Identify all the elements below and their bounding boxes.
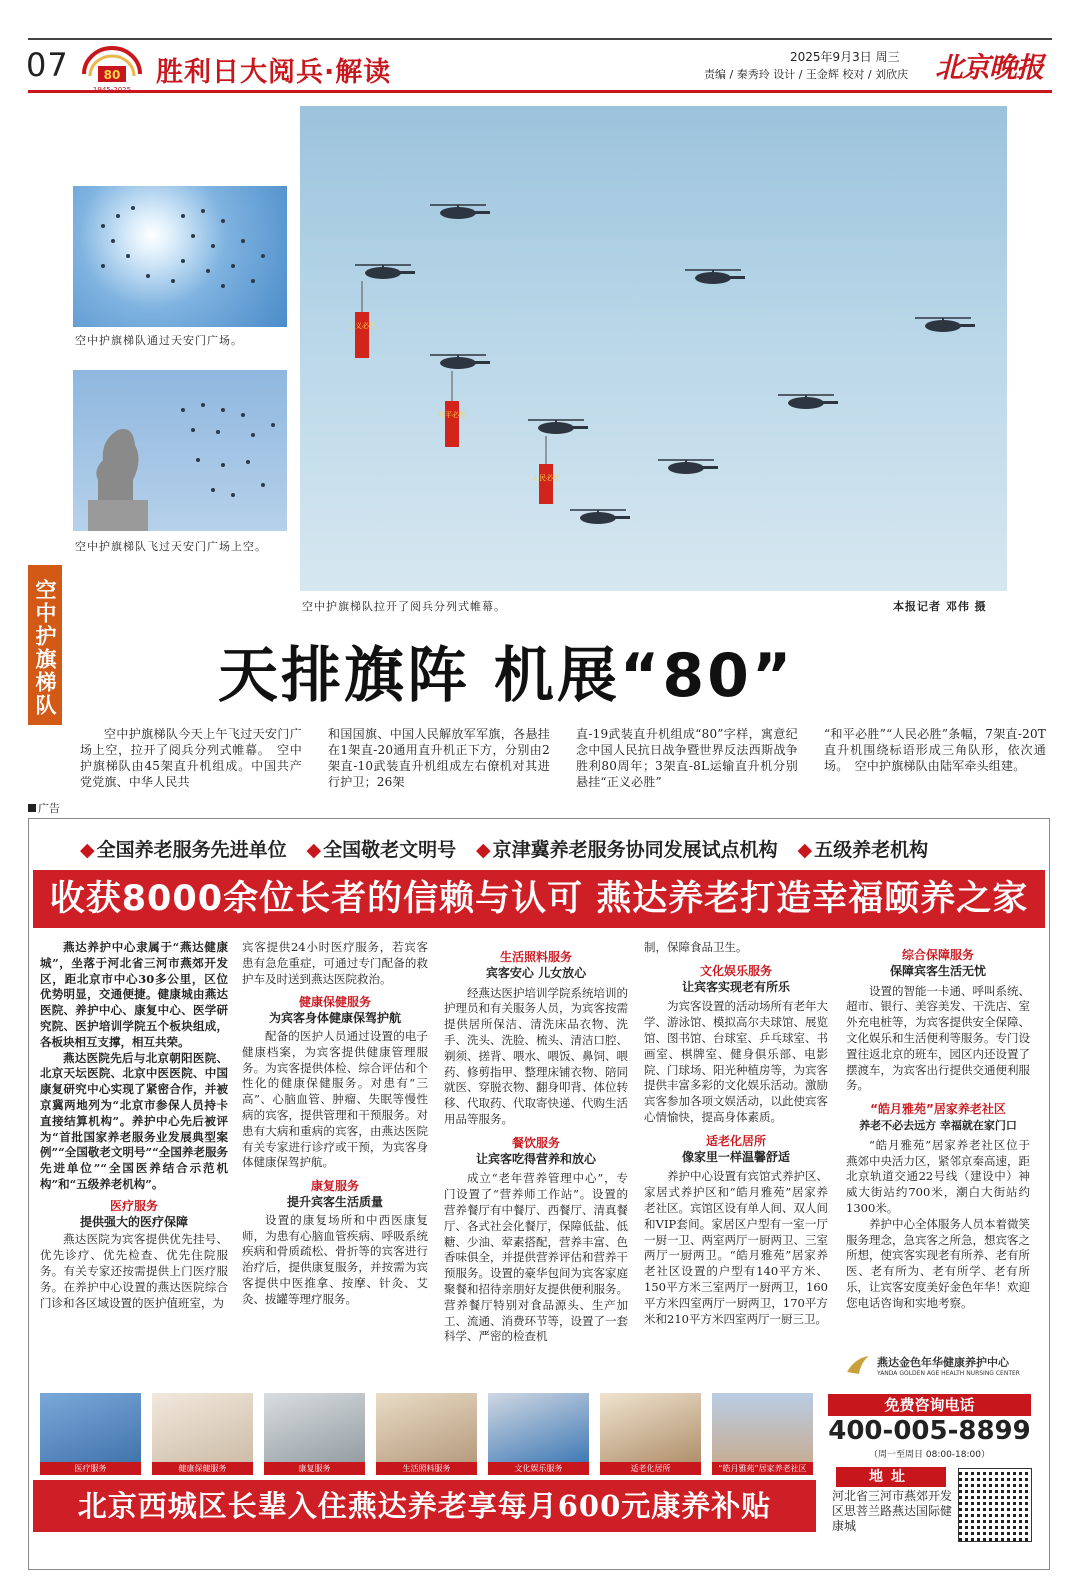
thumb-caption: 医疗服务: [40, 1462, 141, 1475]
ad-subhead: 文化娱乐服务: [699, 963, 772, 978]
ad-tag: 五级养老机构: [814, 839, 929, 861]
issue-date: 2025年9月3日 周三: [790, 50, 900, 64]
ad-column-4: [644, 940, 828, 1327]
ad-subhead-tagline: 保障宾客生活无忧: [889, 963, 986, 978]
section-title: 胜利日大阅兵·解读: [156, 57, 392, 88]
yanda-logo-en: YANDA GOLDEN AGE HEALTH NURSING CENTER: [877, 1369, 1020, 1377]
photo-formation-huabiao: [73, 370, 287, 531]
top-rule: [28, 38, 1052, 40]
ad-subhead: 康复服务: [310, 1179, 359, 1194]
thumb-care: [376, 1393, 477, 1475]
qr-code[interactable]: [958, 1468, 1032, 1542]
thumb-caption: 生活照料服务: [376, 1462, 477, 1475]
svg-text:人民必胜: 人民必胜: [532, 474, 560, 482]
ad-paragraph: 燕达医院为宾客提供优先挂号、优先诊疗、优先检查、优先住院服务。有关专家还按需提供上门医疗服务。在养护中心设置的燕达医院综合门诊和各区域设置的医护值班室，为: [40, 1232, 228, 1310]
ad-paragraph: 养护中心设置有宾馆式养护区、家居式养护区和“皓月雅苑”居家养老社区。宾馆区设有单人间、双人间和VIP套间。家居区户型有一室一厅一厨一卫、两室两厅一厨两卫、三室两厅一厨两卫。“皓月雅苑”居家养老社区设置的户型有140平方米、150平方米三室两厅一厨两卫，160平方米四室两厅一厨两卫，170平方米和210平方米四室两厅一厨三卫。: [644, 1169, 828, 1326]
thumb-rehab: [264, 1393, 365, 1475]
ad-subhead: 餐饮服务: [511, 1135, 560, 1150]
ad-column-5: [846, 948, 1030, 1312]
photo-main-helicopters: [300, 106, 1007, 591]
phone-number[interactable]: 400-005-8899: [828, 1416, 1031, 1446]
page-number: 07: [26, 46, 69, 84]
ad-paragraph: 经燕达医护培训学院系统培训的护理员和有关服务人员，为宾客按需提供居所保洁、清洗床品衣物、洗手、洗头、洗脸、梳头、清洁口腔、剃须、搓背、喂水、喂饭、鼻饲、喂药、修剪指甲、整理床铺衣物、陪同就医、穿脱衣物、翻身叩背、体位转移、代取药、代取寄快递、代购生活用品等服务。: [444, 985, 628, 1126]
thumb-caption: “皓月雅苑”居家养老社区: [712, 1462, 813, 1475]
article-column-2: 和国国旗、中国人民解放军军旗，各悬挂在1架直-20通用直升机正下方，分别由2架直-10武装直升机组成左右僚机对其进行护卫；26架: [328, 727, 550, 789]
ad-subhead: 适老化居所: [705, 1133, 766, 1148]
thumb-medical: [40, 1393, 141, 1475]
caption-photo-2: 空中护旗梯队飞过天安门广场上空。: [75, 540, 267, 553]
ad-paragraph: 配备的医护人员通过设置的电子健康档案，为宾客提供健康管理服务。为宾客提供体检、综合评估和个性化的健康保健服务。对患有“三高”、心脑血管、肿瘤、失眠等慢性病的宾客，提供管理和干预服务。对患有大病和重病的宾客，由燕达医院有关专家进行诊疗或干预，为宾客身体健康保驾护航。: [242, 1028, 428, 1170]
article-column-4: “和平必胜”“人民必胜”条幅，7架直-20T直升机围绕标语形成三角队形，依次通场。 空中护旗梯队由陆军牵头组建。: [824, 727, 1046, 773]
header-red-rule: [28, 90, 1052, 93]
article-column-1: 空中护旗梯队今天上午飞过天安门广场上空，拉开了阅兵分列式帷幕。 空中护旗梯队由45架直升机组成。中国共产党党旗、中华人民共: [80, 727, 302, 789]
thumb-caption: 健康保健服务: [152, 1462, 253, 1475]
yanda-bird-icon: [845, 1352, 871, 1378]
ad-column-3: [444, 950, 628, 1345]
address-text: 河北省三河市燕郊开发区思菩兰路燕达国际健康城: [832, 1489, 953, 1533]
ad-subhead: “皓月雅苑”居家养老社区: [870, 1102, 1006, 1117]
ad-paragraph: 设置的康复场所和中西医康复师，为患有心脑血管疾病、呼吸系统疾病和骨质疏松、骨折等的宾客进行治疗后，提供康复服务，并按需为宾客提供中医推拿、按摩、针灸、艾灸、拔罐等理疗服务。: [242, 1212, 428, 1306]
ad-paragraph: 燕达养护中心隶属于“燕达健康城”，坐落于河北省三河市燕郊开发区，距北京市中心30多公里，区位优势明显，交通便捷。健康城由燕达医院、养护中心、康复中心、医学研究院、医护培训学院五个板块组成，各板块相互支撑，相互共荣。: [40, 940, 228, 1049]
ad-subhead: 健康保健服务: [298, 995, 371, 1010]
thumb-community: [712, 1393, 813, 1475]
ad-subhead-tagline: 让宾客实现老有所乐: [681, 979, 790, 994]
newspaper-masthead: 北京晚报: [935, 51, 1044, 84]
ad-paragraph: 设置的智能一卡通、呼叫系统、超市、银行、美容美发、干洗店、室外充电桩等，为宾客提供安全保障、文化娱乐和生活便利等服务。专门设置往返北京的班车，园区内还设置了摆渡车，为宾客出行提供交通便利服务。: [846, 983, 1030, 1093]
service-hours: （周一至周日 08:00-18:00）: [869, 1450, 990, 1460]
ad-paragraph: 宾客提供24小时医疗服务，若宾客患有急危重症，可通过专门配备的救护车及时送到燕达医院救治。: [242, 940, 428, 986]
ad-subhead-tagline: 养老不必去远方 幸福就在家门口: [859, 1118, 1017, 1132]
svg-text:80: 80: [103, 68, 121, 82]
ad-subhead-tagline: 提供强大的医疗保障: [79, 1214, 188, 1229]
ad-subhead-tagline: 像家里一样温馨舒适: [681, 1149, 790, 1164]
anniversary-logo: [80, 44, 144, 96]
ad-paragraph: 养护中心全体服务人员本着微笑服务理念，急宾客之所急，想宾客之所想，使宾客实现老有所养、老有所医、老有所为、老有所学、老有所乐，让宾客安度美好金色年华！欢迎您电话咨询和实地考察。: [846, 1216, 1030, 1310]
phone-label: 免费咨询电话: [828, 1394, 1031, 1416]
ad-column-2: [242, 940, 428, 1308]
ad-headline: 收获8000余位长者的信赖与认可 燕达养老打造幸福颐养之家: [33, 870, 1045, 928]
ad-tags: ◆ 全国养老服务先进单位 ◆ 全国敬老文明号 ◆ 京津冀养老服务协同发展试点机构 ◆ 五级养老机构: [80, 839, 929, 861]
photo-credit: 本报记者 邓伟 摄: [893, 600, 987, 613]
ad-paragraph: 制，保障食品卫生。: [644, 940, 748, 954]
article-column-3: 直-19武装直升机组成“80”字样，寓意纪念中国人民抗日战争暨世界反法西斯战争胜利80周年；3架直-8L运输直升机分别悬挂“正义必胜”: [576, 727, 798, 789]
ad-subhead-tagline: 让宾客吃得营养和放心: [475, 1151, 596, 1166]
thumb-residence: [600, 1393, 701, 1475]
caption-photo-1: 空中护旗梯队通过天安门广场。: [75, 334, 243, 347]
ad-paragraph: 燕达医院先后与北京朝阳医院、北京天坛医院、北京中医医院、中国康复研究中心实现了紧密合作，并被京冀两地列为“北京市参保人员持卡直接结算机构”。养护中心先后被评为“首批国家养老服务业发展典型案例”“全国敬老文明号”“全国养老服务先进单位”“全国医养结合示范机构”和“五级养老机构”。: [40, 1050, 228, 1191]
ad-subhead-tagline: 为宾客身体健康保驾护航: [268, 1011, 401, 1026]
ad-paragraph: 成立“老年营养管理中心”，专门设置了“营养师工作站”。设置的营养餐厅有中餐厅、西餐厅、清真餐厅、各式社会化餐厅，保障低盐、低糖、少油、荤素搭配，营养丰富、色香味俱全，并提供营养评估和营养干预服务。设置的豪华包间为宾客家庭聚餐和招待亲朋好友提供便利服务。营养餐厅特别对食品源头、生产加工、流通、消费环节等，设置了一套科学、严密的检查机: [444, 1171, 628, 1344]
ad-subhead: 生活照料服务: [499, 950, 572, 964]
yanda-logo-cn: 燕达金色年华健康养护中心: [877, 1355, 1009, 1369]
thumb-caption: 康复服务: [264, 1462, 365, 1475]
ad-bottom-banner: 北京西城区长辈入住燕达养老享每月600元康养补贴: [33, 1480, 816, 1532]
ad-tag: 全国养老服务先进单位: [96, 839, 287, 861]
ad-subhead: 医疗服务: [109, 1198, 158, 1213]
ad-subhead: 综合保障服务: [901, 948, 974, 962]
ad-tag: 京津冀养老服务协同发展试点机构: [492, 839, 778, 861]
yanda-logo: [845, 1352, 1020, 1378]
thumb-caption: 文化娱乐服务: [488, 1462, 589, 1475]
thumb-recreation: [488, 1393, 589, 1475]
ad-subhead-tagline: 宾客安心 儿女放心: [485, 965, 587, 980]
ad-paragraph: 为宾客设置的活动场所有老年大学、游泳馆、模拟高尔夫球馆、展览馆、图书馆、台球室、乒乓球室、书画室、棋牌室、健身俱乐部、电影院、门球场、阳光种植房等，为宾客提供丰富多彩的文化娱乐活动。激励宾客参加各项文娱活动，以此使宾客心情愉快，提高身体素质。: [644, 999, 828, 1124]
vertical-section-label: 空中护旗梯队: [28, 565, 62, 725]
ad-paragraph: “皓月雅苑”居家养老社区位于燕郊中央活力区，紧邻京秦高速，距北京轨道交通22号线（建设中）神威大街站约700米，潮白大街站约1300米。: [846, 1137, 1030, 1215]
ad-tag: 全国敬老文明号: [323, 839, 457, 861]
thumb-caption: 适老化居所: [600, 1462, 701, 1475]
ad-label: 广告: [28, 800, 60, 816]
ad-subhead-tagline: 提升宾客生活质量: [286, 1194, 383, 1209]
svg-text:和平必胜: 和平必胜: [438, 411, 466, 419]
article-headline: 天排旗阵 机展“80”: [218, 641, 795, 711]
editor-credits: 责编 / 秦秀玲 设计 / 王金辉 校对 / 刘欣庆: [704, 68, 909, 81]
svg-text:正义必胜: 正义必胜: [348, 322, 376, 330]
photo-formation-sun: [73, 186, 287, 327]
caption-main-photo: 空中护旗梯队拉开了阅兵分列式帷幕。: [302, 600, 506, 613]
thumb-health: [152, 1393, 253, 1475]
ad-column-1: [40, 940, 228, 1311]
address-label: 地址: [836, 1467, 946, 1487]
